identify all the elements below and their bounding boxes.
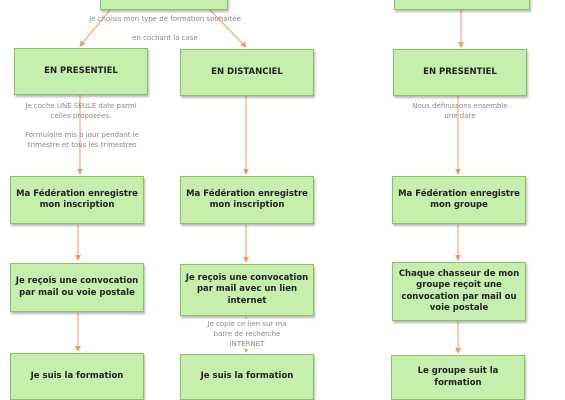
copy-link-note: Je copie ce lien sur ma barre de recherche INTERNET [186,319,308,349]
right-registration-box: Ma Fédération enregistre mon groupe [392,176,526,224]
mid-training-box: Je suis la formation [180,354,314,400]
group-presentiel-box: EN PRESENTIEL [393,49,527,96]
mid-convocation-box: Je reçois une convocation par mail avec un lien internet [180,264,314,316]
left-training-box: Je suis la formation [10,353,144,400]
left-registration-box: Ma Fédération enregistre mon inscription [10,176,144,224]
form-update-note: Formulaire mis à jour pendant le trimestre et tous les trimestres [25,131,139,150]
choose-type-note: Je choisis mon type de formation souhaitée [89,15,241,23]
presentiel-box: EN PRESENTIEL [14,48,148,95]
single-date-note: Je coche UNE SEULE date parmi celles proposées. [25,102,137,121]
left-convocation-box: Je reçois une convocation par mail ou voie postale [10,263,144,312]
distanciel-box: EN DISTANCIEL [180,49,314,96]
check-box-note: en cochant la case [132,34,198,42]
mid-registration-box: Ma Fédération enregistre mon inscription [180,176,314,224]
top-left-box [100,0,228,10]
right-training-box: Le groupe suit la formation [391,355,525,400]
top-right-box [394,0,530,10]
define-date-note: Nous définissons ensemble une date [412,102,508,121]
right-convocation-box: Chaque chasseur de mon groupe reçoit une convocation par mail ou voie postale [392,262,526,321]
